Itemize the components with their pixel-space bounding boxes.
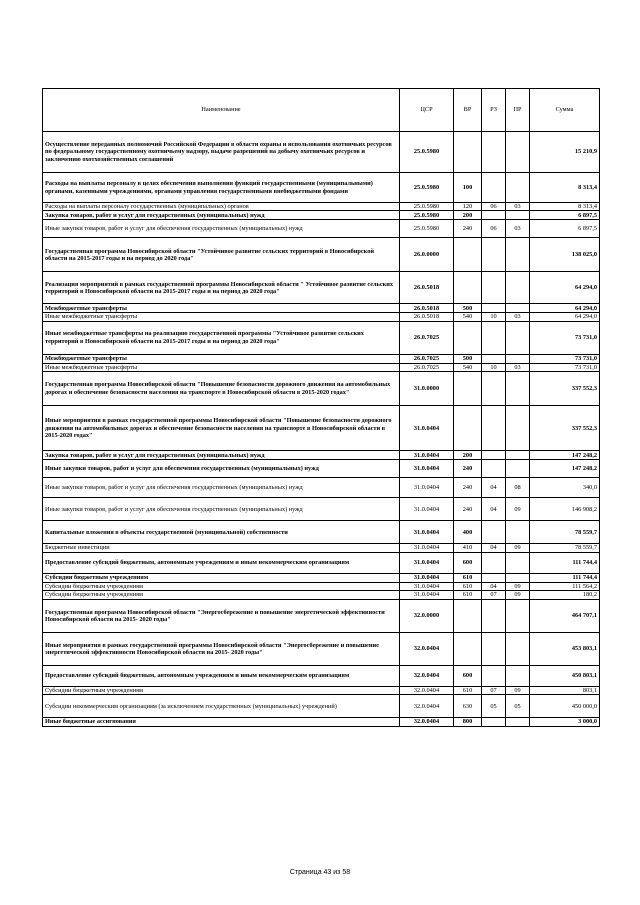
- cell-vr: 600: [454, 666, 482, 687]
- cell-rz: 10: [482, 363, 506, 371]
- cell-rz: 04: [482, 478, 506, 498]
- cell-sum: 147 248,2: [530, 460, 600, 478]
- cell-csr: 31.0.0404: [400, 460, 454, 478]
- table-row: [43, 132, 600, 173]
- cell-pr: [506, 600, 530, 633]
- table-row: [43, 498, 600, 521]
- cell-sum: 146 908,2: [530, 498, 600, 521]
- cell-vr: 200: [454, 211, 482, 220]
- cell-csr: 31.0.0404: [400, 451, 454, 460]
- cell-rz: [482, 552, 506, 573]
- cell-rz: 07: [482, 591, 506, 600]
- page-number: Страница 43 из 58: [289, 869, 351, 876]
- table-row: [43, 272, 600, 304]
- cell-name: Субсидии бюджетным учреждениям: [43, 573, 400, 582]
- cell-vr: 400: [454, 521, 482, 544]
- cell-pr: [506, 321, 530, 354]
- cell-pr: [506, 460, 530, 478]
- cell-name: Закупка товаров, работ и услуг для государственных (муниципальных) нужд: [43, 211, 400, 220]
- cell-name: Иные межбюджетные трансферты: [43, 363, 400, 371]
- cell-csr: 25.0.5980: [400, 173, 454, 203]
- cell-vr: 100: [454, 173, 482, 203]
- cell-rz: [482, 354, 506, 363]
- cell-vr: 610: [454, 591, 482, 600]
- cell-rz: [482, 406, 506, 451]
- table-row: [43, 220, 600, 238]
- cell-sum: 8 313,4: [530, 173, 600, 203]
- cell-rz: 06: [482, 220, 506, 238]
- table-row: [43, 695, 600, 718]
- cell-pr: 03: [506, 203, 530, 211]
- table-row: [43, 406, 600, 451]
- cell-csr: 31.0.0404: [400, 406, 454, 451]
- cell-pr: [506, 451, 530, 460]
- cell-vr: [454, 372, 482, 406]
- table-row: [43, 521, 600, 544]
- table-row: [43, 313, 600, 321]
- cell-rz: [482, 666, 506, 687]
- cell-name: Иные мероприятия в рамках государственной программы Новосибирской области "Энергосбережение и повышение энергетической эффективности Новосибирской области на 2015- 2020 годы": [43, 633, 400, 666]
- cell-name: Субсидии бюджетным учреждениям: [43, 591, 400, 600]
- cell-rz: [482, 132, 506, 173]
- cell-csr: 32.0.0000: [400, 600, 454, 633]
- cell-pr: [506, 238, 530, 272]
- cell-pr: [506, 354, 530, 363]
- table-row: [43, 573, 600, 582]
- cell-rz: [482, 573, 506, 582]
- cell-rz: [482, 321, 506, 354]
- cell-vr: 240: [454, 220, 482, 238]
- cell-name: Осуществление переданных полномочий Российской Федерации в области охраны и использования охотничьих ресурсов по федеральному государственному охотничьему надзору, выдаче разрешений на добычу охотничьих ресурсов и заключению охотхозяйственных соглашений: [43, 132, 400, 173]
- table-row: [43, 238, 600, 272]
- cell-pr: 09: [506, 582, 530, 590]
- cell-pr: 03: [506, 363, 530, 371]
- cell-name: Иные мероприятия в рамках государственной программы Новосибирской области "Повышение безопасности дорожного движения на автомобильных дорогах и обеспечение безопасности населения на транспорте в Новосибирской области в 2015-2020 годах": [43, 406, 400, 451]
- cell-vr: 540: [454, 313, 482, 321]
- cell-pr: 05: [506, 695, 530, 718]
- table-row: [43, 203, 600, 211]
- cell-rz: 04: [482, 498, 506, 521]
- cell-vr: 120: [454, 203, 482, 211]
- cell-csr: 26.0.7025: [400, 321, 454, 354]
- table-row: [43, 354, 600, 363]
- cell-pr: [506, 173, 530, 203]
- cell-rz: [482, 600, 506, 633]
- cell-name: Иные закупки товаров, работ и услуг для обеспечения государственных (муниципальных) нужд: [43, 220, 400, 238]
- table-row: [43, 687, 600, 695]
- cell-pr: 09: [506, 591, 530, 600]
- cell-pr: [506, 666, 530, 687]
- cell-vr: 600: [454, 552, 482, 573]
- table-row: [43, 582, 600, 590]
- cell-csr: 26.0.7025: [400, 363, 454, 371]
- cell-csr: 31.0.0404: [400, 573, 454, 582]
- cell-sum: 180,2: [530, 591, 600, 600]
- table-row: [43, 478, 600, 498]
- cell-csr: 32.0.0404: [400, 666, 454, 687]
- cell-vr: 240: [454, 460, 482, 478]
- table-body: [43, 132, 600, 727]
- cell-vr: 240: [454, 498, 482, 521]
- cell-sum: 453 803,1: [530, 633, 600, 666]
- cell-sum: 73 731,0: [530, 321, 600, 354]
- cell-pr: [506, 573, 530, 582]
- cell-vr: 610: [454, 582, 482, 590]
- table-row: [43, 591, 600, 600]
- cell-sum: 15 210,9: [530, 132, 600, 173]
- cell-csr: 26.0.7025: [400, 354, 454, 363]
- cell-sum: 6 897,5: [530, 211, 600, 220]
- table-row: [43, 666, 600, 687]
- cell-vr: [454, 633, 482, 666]
- header-rz: РЗ: [482, 89, 506, 132]
- cell-vr: [454, 132, 482, 173]
- header-sum: Сумма: [530, 89, 600, 132]
- cell-csr: 31.0.0404: [400, 544, 454, 552]
- cell-sum: 111 744,4: [530, 573, 600, 582]
- table-row: [43, 321, 600, 354]
- cell-csr: 31.0.0404: [400, 552, 454, 573]
- cell-name: Капитальные вложения в объекты государственной (муниципальной) собственности: [43, 521, 400, 544]
- cell-rz: [482, 633, 506, 666]
- header-pr: ПР: [506, 89, 530, 132]
- cell-sum: 8 313,4: [530, 203, 600, 211]
- cell-csr: 25.0.5980: [400, 203, 454, 211]
- cell-rz: [482, 211, 506, 220]
- table-row: [43, 451, 600, 460]
- cell-name: Субсидии некоммерческим организациям (за исключением государственных (муниципальных) учреждений): [43, 695, 400, 718]
- cell-rz: 04: [482, 544, 506, 552]
- budget-table: [42, 88, 600, 727]
- cell-sum: 64 294,0: [530, 313, 600, 321]
- cell-csr: 31.0.0404: [400, 591, 454, 600]
- cell-rz: [482, 460, 506, 478]
- cell-vr: 610: [454, 687, 482, 695]
- cell-pr: [506, 304, 530, 313]
- table-row: [43, 544, 600, 552]
- cell-csr: 26.0.0000: [400, 238, 454, 272]
- cell-sum: 147 248,2: [530, 451, 600, 460]
- cell-vr: 500: [454, 304, 482, 313]
- cell-rz: [482, 451, 506, 460]
- cell-name: Реализация мероприятий в рамках государственной программы Новосибирской области " Устойчивое развитие сельских территорий в Новосибирской области на 2015-2017 годы и на период до 2020 года": [43, 272, 400, 304]
- cell-vr: 610: [454, 573, 482, 582]
- cell-name: Иные межбюджетные трансферты на реализацию государственной программы "Устойчивое развитие сельских территорий в Новосибирской области на 2015-2017 годы и на период до 2020 года": [43, 321, 400, 354]
- table-row: [43, 363, 600, 371]
- cell-vr: 500: [454, 354, 482, 363]
- cell-pr: 03: [506, 313, 530, 321]
- cell-name: Иные межбюджетные трансферты: [43, 313, 400, 321]
- cell-sum: 73 731,0: [530, 363, 600, 371]
- header-vr: ВР: [454, 89, 482, 132]
- cell-rz: [482, 372, 506, 406]
- cell-rz: [482, 718, 506, 726]
- cell-rz: 05: [482, 695, 506, 718]
- cell-vr: [454, 272, 482, 304]
- cell-rz: [482, 521, 506, 544]
- cell-sum: 450 803,1: [530, 666, 600, 687]
- header-name: Наименование: [43, 89, 400, 132]
- cell-csr: 25.0.5980: [400, 211, 454, 220]
- cell-name: Расходы на выплаты персоналу в целях обеспечения выполнения функций государственными (муниципальными) органами, казенными учреждениями, органами управления государственными внебюджетными фондами: [43, 173, 400, 203]
- cell-csr: 26.0.5018: [400, 304, 454, 313]
- cell-sum: 3 000,0: [530, 718, 600, 726]
- cell-csr: 32.0.0404: [400, 695, 454, 718]
- cell-csr: 26.0.5018: [400, 313, 454, 321]
- cell-csr: 31.0.0404: [400, 498, 454, 521]
- cell-csr: 31.0.0000: [400, 372, 454, 406]
- table-row: [43, 600, 600, 633]
- cell-vr: [454, 600, 482, 633]
- cell-csr: 32.0.0404: [400, 718, 454, 726]
- cell-csr: 26.0.5018: [400, 272, 454, 304]
- cell-pr: [506, 406, 530, 451]
- cell-sum: 340,0: [530, 478, 600, 498]
- cell-name: Иные бюджетные ассигнования: [43, 718, 400, 726]
- cell-sum: 450 000,0: [530, 695, 600, 718]
- cell-name: Государственная программа Новосибирской области "Устойчивое развитие сельских территорий в Новосибирской области на 2015-2017 годы и на период до 2020 года": [43, 238, 400, 272]
- cell-pr: [506, 633, 530, 666]
- cell-pr: 09: [506, 544, 530, 552]
- cell-csr: 25.0.5980: [400, 132, 454, 173]
- cell-name: Предоставление субсидий бюджетным, автономным учреждениям и иным некоммерческим организациям: [43, 666, 400, 687]
- cell-sum: 6 897,5: [530, 220, 600, 238]
- cell-sum: 138 025,0: [530, 238, 600, 272]
- cell-sum: 337 552,3: [530, 406, 600, 451]
- cell-sum: 337 552,3: [530, 372, 600, 406]
- cell-pr: [506, 132, 530, 173]
- cell-pr: 09: [506, 498, 530, 521]
- cell-rz: 10: [482, 313, 506, 321]
- cell-rz: [482, 173, 506, 203]
- cell-sum: 73 731,0: [530, 354, 600, 363]
- table-row: [43, 304, 600, 313]
- cell-csr: 25.0.5980: [400, 220, 454, 238]
- cell-name: Государственная программа Новосибирской области "Повышение безопасности дорожного движения на автомобильных дорогах и обеспечение безопасности населения на транспорте в Новосибирской области в 2015-2020 годах": [43, 372, 400, 406]
- cell-sum: 111 564,2: [530, 582, 600, 590]
- cell-vr: 200: [454, 451, 482, 460]
- cell-pr: [506, 272, 530, 304]
- table-row: [43, 633, 600, 666]
- cell-csr: 31.0.0404: [400, 582, 454, 590]
- cell-name: Расходы на выплаты персоналу государственных (муниципальных) органов: [43, 203, 400, 211]
- cell-name: Иные закупки товаров, работ и услуг для обеспечения государственных (муниципальных) нужд: [43, 460, 400, 478]
- cell-name: Предоставление субсидий бюджетным, автономным учреждениям и иным некоммерческим организациям: [43, 552, 400, 573]
- cell-rz: [482, 238, 506, 272]
- table-row: [43, 460, 600, 478]
- cell-sum: 111 744,4: [530, 552, 600, 573]
- table-row: [43, 173, 600, 203]
- cell-csr: 32.0.0404: [400, 687, 454, 695]
- cell-pr: 03: [506, 220, 530, 238]
- table-row: [43, 372, 600, 406]
- cell-vr: [454, 406, 482, 451]
- cell-rz: [482, 272, 506, 304]
- cell-csr: 32.0.0404: [400, 633, 454, 666]
- cell-rz: 04: [482, 582, 506, 590]
- cell-rz: [482, 304, 506, 313]
- cell-pr: [506, 211, 530, 220]
- cell-name: Иные закупки товаров, работ и услуг для обеспечения государственных (муниципальных) нужд: [43, 498, 400, 521]
- cell-pr: [506, 521, 530, 544]
- cell-name: Межбюджетные трансферты: [43, 304, 400, 313]
- header-row: [43, 89, 600, 132]
- cell-name: Бюджетные инвестиции: [43, 544, 400, 552]
- cell-name: Иные закупки товаров, работ и услуг для обеспечения государственных (муниципальных) нужд: [43, 478, 400, 498]
- cell-vr: [454, 321, 482, 354]
- table-row: [43, 552, 600, 573]
- cell-sum: 64 294,0: [530, 304, 600, 313]
- cell-vr: 540: [454, 363, 482, 371]
- table-row: [43, 718, 600, 726]
- cell-sum: 64 294,0: [530, 272, 600, 304]
- cell-csr: 31.0.0404: [400, 521, 454, 544]
- cell-pr: [506, 552, 530, 573]
- table-row: [43, 211, 600, 220]
- cell-sum: 78 559,7: [530, 521, 600, 544]
- cell-name: Субсидии бюджетным учреждениям: [43, 687, 400, 695]
- cell-pr: 08: [506, 478, 530, 498]
- cell-sum: 464 707,1: [530, 600, 600, 633]
- cell-vr: [454, 238, 482, 272]
- cell-vr: 240: [454, 478, 482, 498]
- header-csr: ЦСР: [400, 89, 454, 132]
- cell-name: Межбюджетные трансферты: [43, 354, 400, 363]
- cell-csr: 31.0.0404: [400, 478, 454, 498]
- cell-pr: 09: [506, 687, 530, 695]
- cell-vr: 800: [454, 718, 482, 726]
- cell-sum: 78 559,7: [530, 544, 600, 552]
- cell-rz: 06: [482, 203, 506, 211]
- cell-name: Государственная программа Новосибирской области "Энергосбережение и повышение энергетической эффективности Новосибирской области на 2015- 2020 годы": [43, 600, 400, 633]
- cell-pr: [506, 372, 530, 406]
- cell-pr: [506, 718, 530, 726]
- cell-name: Субсидии бюджетным учреждениям: [43, 582, 400, 590]
- cell-vr: 630: [454, 695, 482, 718]
- cell-sum: 803,1: [530, 687, 600, 695]
- cell-rz: 07: [482, 687, 506, 695]
- cell-name: Закупка товаров, работ и услуг для государственных (муниципальных) нужд: [43, 451, 400, 460]
- cell-vr: 410: [454, 544, 482, 552]
